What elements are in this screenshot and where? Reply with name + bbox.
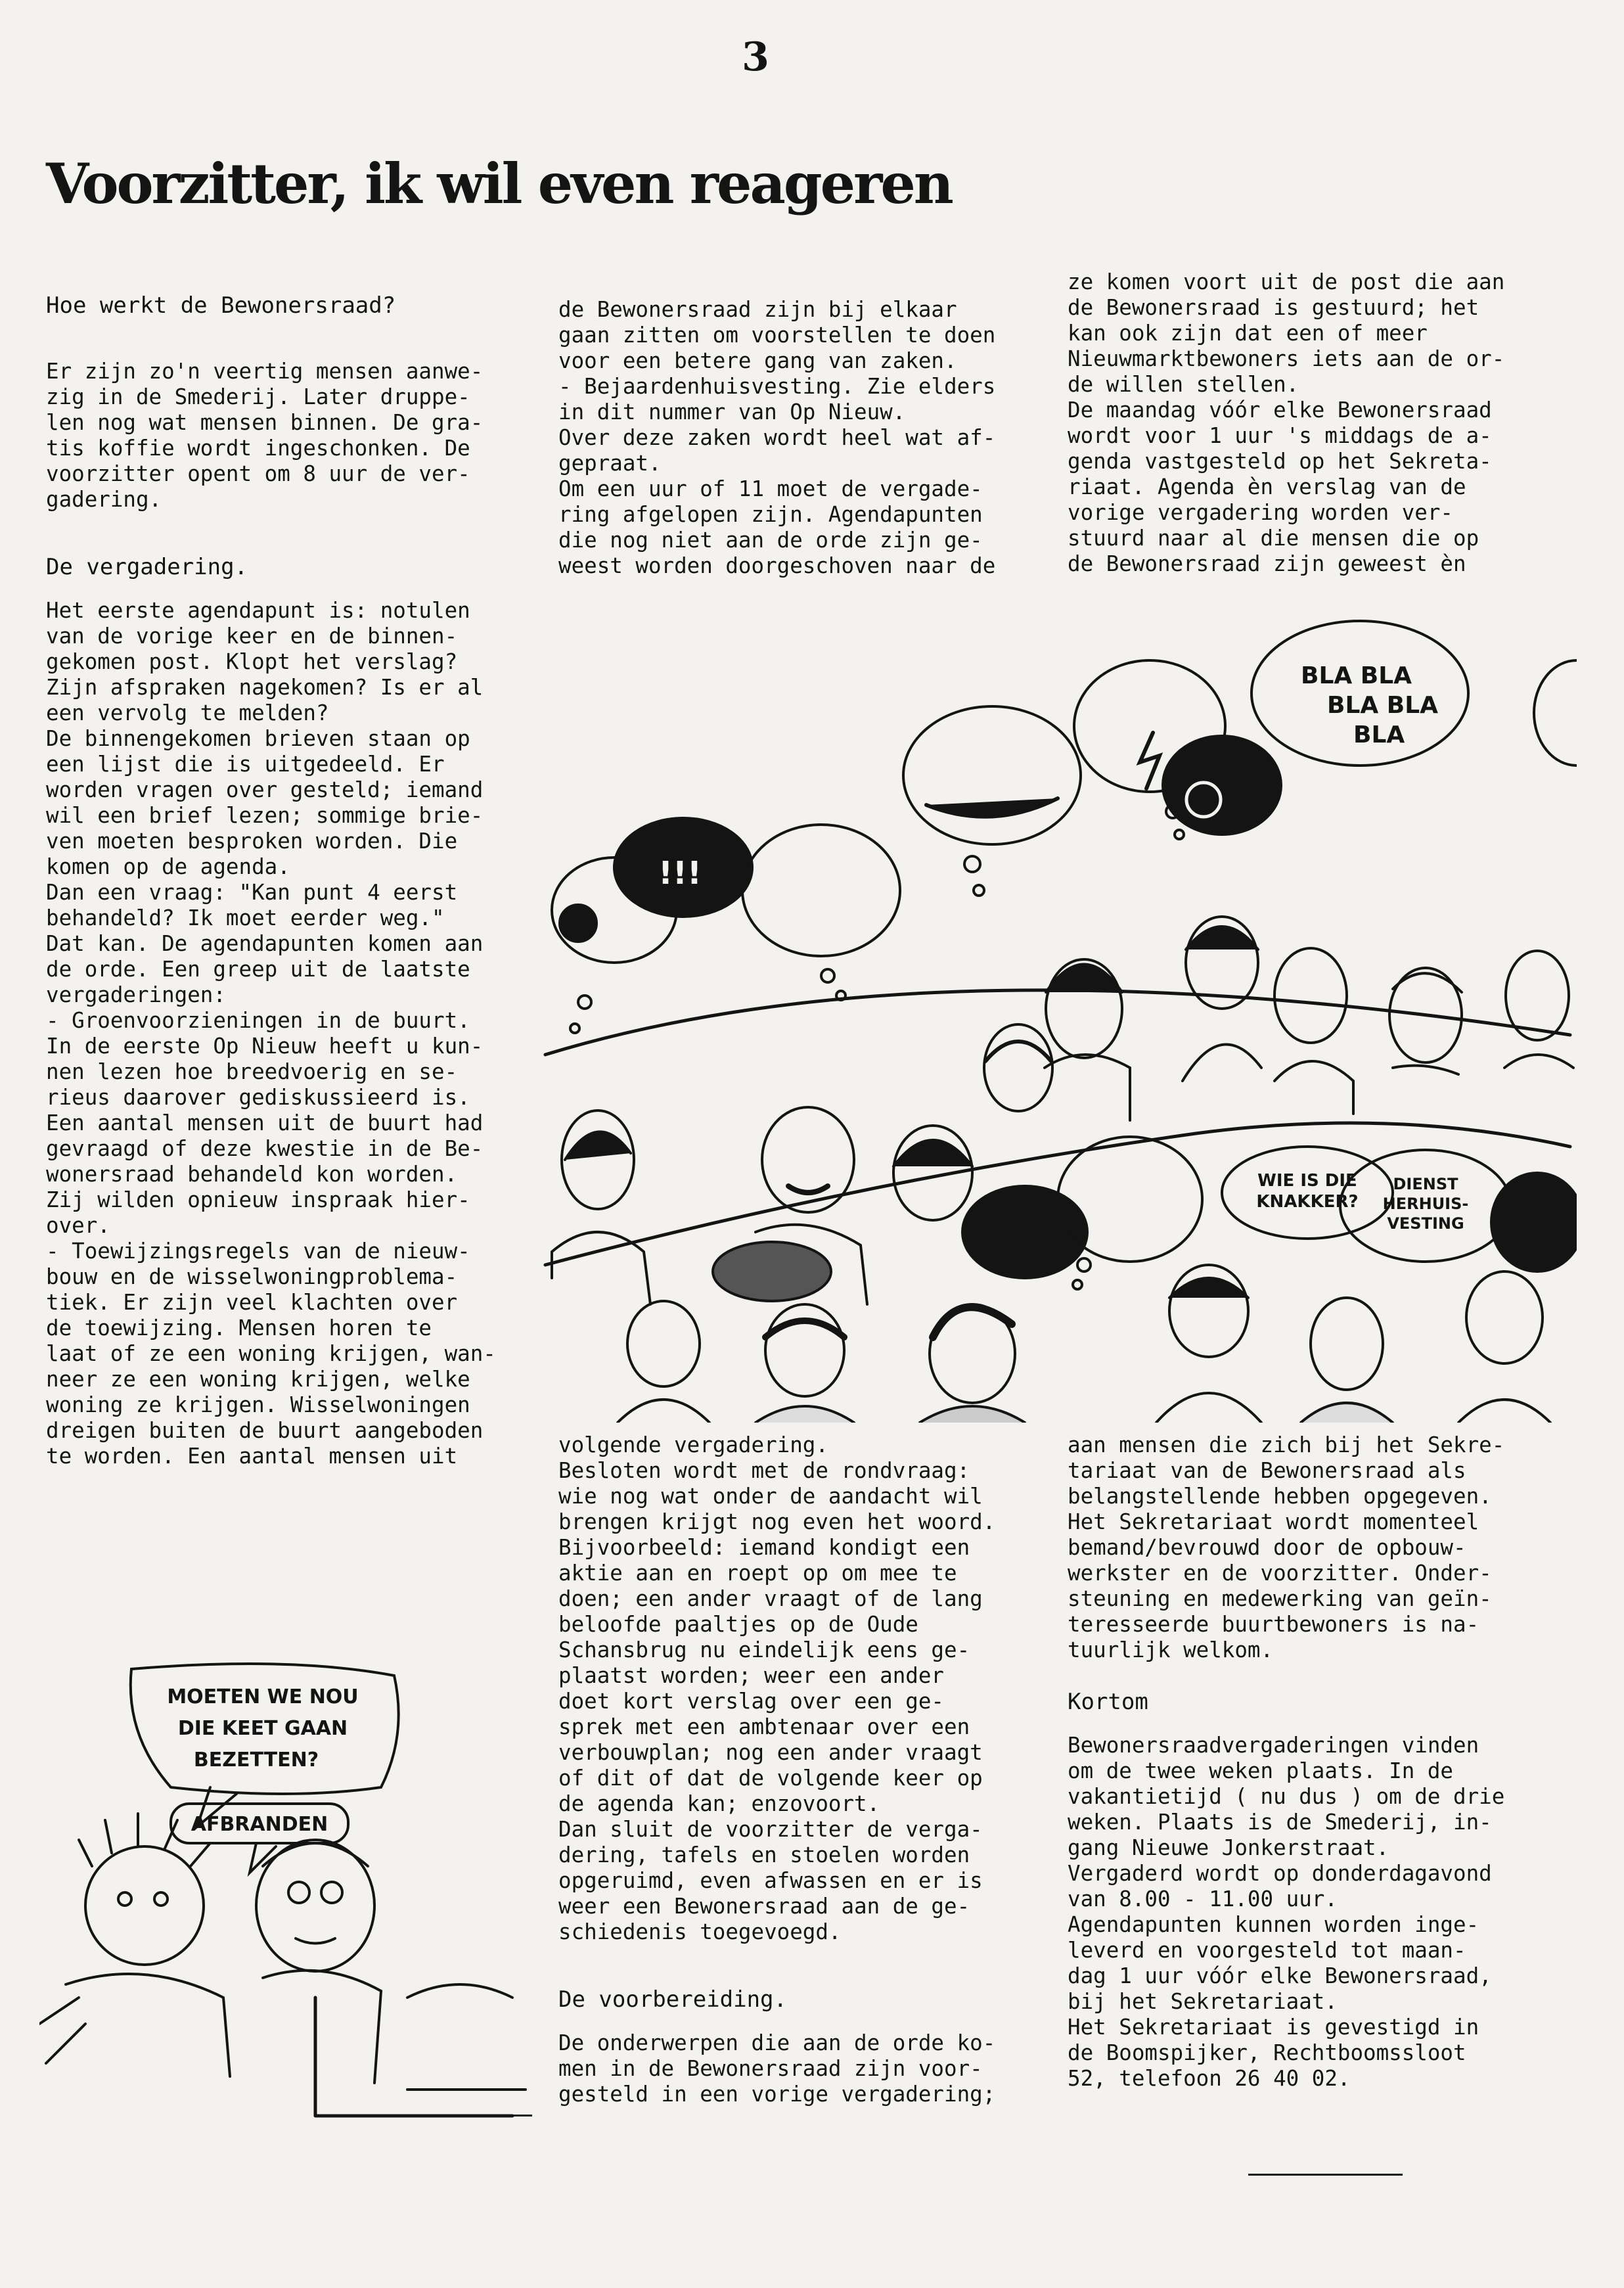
text-line: worden vragen over gesteld; iemand [46,777,484,802]
text-line: - Groenvoorzieningen in de buurt. [46,1008,470,1033]
text-line: komen op de agenda. [46,854,290,879]
text-line: voorzitter opent om 8 uur de ver- [46,461,470,486]
text-line: bemand/bevrouwd door de opbouw- [1068,1535,1466,1560]
squat-line-2: DIE KEET GAAN [177,1717,348,1740]
text-line: neer ze een woning krijgen, welke [46,1367,470,1392]
text-line: Bijvoorbeeld: iemand kondigt een [558,1535,970,1560]
vergadering-paragraph [46,598,532,1469]
text-line: werkster en de voorzitter. Onder- [1068,1561,1492,1586]
spacer [46,513,532,551]
text-line: De onderwerpen die aan de orde ko- [558,2030,996,2055]
text-line: tuurlijk welkom. [1068,1637,1274,1662]
section-heading-kortom: Kortom [1068,1689,1148,1715]
text-line: De maandag vóór elke Bewonersraad [1068,398,1492,423]
text-line: doet kort verslag over een ge- [558,1689,944,1714]
text-line: Over deze zaken wordt heel wat af- [558,425,996,450]
text-line: Dat kan. De agendapunten komen aan [46,931,484,956]
text-line: gekomen post. Klopt het verslag? [46,649,458,674]
wie-line-2: KNAKKER? [1256,1192,1359,1212]
dienst-line-1: DIENST [1393,1175,1458,1193]
text-line: men in de Bewonersraad zijn voor- [558,2056,983,2081]
text-line: de Bewonersraad zijn bij elkaar [558,297,957,322]
text-line: weest worden doorgeschoven naar de [558,553,996,578]
text-line: bij het Sekretariaat. [1068,1989,1338,2014]
text-line: Een aantal mensen uit de buurt had [46,1110,484,1135]
text-line: de Bewonersraad is gestuurd; het [1068,295,1479,320]
text-line: gesteld in een vorige vergadering; [558,2082,996,2107]
text-line: Besloten wordt met de rondvraag: [558,1458,970,1483]
text-line: de agenda kan; enzovoort. [558,1791,880,1816]
text-line: een lijst die is uitgedeeld. Er [46,752,445,777]
text-line: volgende vergadering. [558,1432,828,1457]
bla-line-1: BLA BLA [1301,662,1412,689]
text-line: ven moeten besproken worden. Die [46,829,458,854]
section-heading-voorbereiding: De voorbereiding. [558,1986,787,2013]
text-line: gang Nieuwe Jonkerstraat. [1068,1835,1389,1860]
spacer [46,336,532,359]
meeting-cartoon-illustration [539,608,1577,1423]
text-line: brengen krijgt nog even het woord. [558,1509,996,1534]
section-heading-hoe-werkt: Hoe werkt de Bewonersraad? [46,292,396,319]
text-line: zig in de Smederij. Later druppe- [46,384,470,409]
text-line: Het Sekretariaat wordt momenteel [1068,1509,1479,1534]
text-line: behandeld? Ik moet eerder weg." [46,905,445,930]
text-line: wil een brief lezen; sommige brie- [46,803,484,828]
text-line: Zijn afspraken nagekomen? Is er al [46,675,484,700]
text-line: riaat. Agenda èn verslag van de [1068,474,1466,499]
page-number: 3 [742,34,769,80]
text-line: te worden. Een aantal mensen uit [46,1444,458,1469]
spacer [1068,1663,1580,1685]
column-end-rule-3 [1248,2174,1403,2176]
kortom-paragraph [1068,1733,1580,2092]
text-line: laat of ze een woning krijgen, wan- [46,1341,496,1366]
text-line: Dan een vraag: "Kan punt 4 eerst [46,880,458,905]
text-line: over. [46,1213,110,1238]
text-line: de Bewonersraad zijn geweest èn [1068,551,1466,576]
text-line: stuurd naar al die mensen die op [1068,526,1479,551]
text-line: aan mensen die zich bij het Sekre- [1068,1432,1505,1457]
column-end-rule-1 [453,2115,532,2116]
text-line: gaan zitten om voorstellen te doen [558,323,996,348]
text-line: de toewijzing. Mensen horen te [46,1316,432,1340]
bla-line-2: BLA BLA [1327,692,1439,719]
text-line: Bewonersraadvergaderingen vinden [1068,1733,1479,1758]
exclaim-bubble-text: !!! [658,855,702,892]
text-line: van 8.00 - 11.00 uur. [1068,1887,1338,1911]
text-line: Vergaderd wordt op donderdagavond [1068,1861,1492,1886]
text-line: kan ook zijn dat een of meer [1068,321,1428,346]
text-line: vorige vergadering worden ver- [1068,500,1453,525]
text-line: 52, telefoon 26 40 02. [1068,2066,1351,2091]
text-line: rieus daarover gediskussieerd is. [46,1085,470,1110]
text-line: vergaderingen: [46,982,226,1007]
text-line: ring afgelopen zijn. Agendapunten [558,502,983,527]
text-line: opgeruimd, even afwassen en er is [558,1868,983,1893]
section-heading-vergadering: De vergadering. [46,554,248,580]
text-line: ze komen voort uit de post die aan [1068,269,1505,294]
text-line: Nieuwmarktbewoners iets aan de or- [1068,346,1505,371]
text-line: wonersraad behandeld kon worden. [46,1162,458,1187]
text-line: Agendapunten kunnen worden inge- [1068,1912,1479,1937]
text-line: genda vastgesteld op het Sekreta- [1068,449,1492,474]
text-line: de willen stellen. [1068,372,1299,397]
text-line: sprek met een ambtenaar over een [558,1714,970,1739]
article-headline: Voorzitter, ik wil even reageren [46,151,952,216]
text-line: Er zijn zo'n veertig mensen aanwe- [46,359,484,384]
text-line: Om een uur of 11 moet de vergade- [558,476,983,501]
text-line: voor een betere gang van zaken. [558,348,957,373]
text-line: belangstellende hebben opgegeven. [1068,1484,1492,1509]
text-line: plaatst worden; weer een ander [558,1663,944,1688]
text-line: dering, tafels en stoelen worden [558,1842,970,1867]
text-line: gepraat. [558,451,662,476]
text-line: bouw en de wisselwoningproblema- [46,1264,458,1289]
text-line: beloofde paaltjes op de Oude [558,1612,918,1637]
text-line: vakantietijd ( nu dus ) om de drie [1068,1784,1505,1809]
text-line: teresseerde buurtbewoners is na- [1068,1612,1479,1637]
column-1 [46,289,532,1469]
column-3-top [1068,269,1580,577]
text-line: tariaat van de Bewonersraad als [1068,1458,1466,1483]
text-line: wie nog wat onder de aandacht wil [558,1484,983,1509]
intro-paragraph [46,359,532,513]
spacer [558,1945,1045,1983]
text-line: wordt voor 1 uur 's middags de a- [1068,423,1492,448]
text-line: Schansbrug nu eindelijk eens ge- [558,1637,970,1662]
text-line: nen lezen hoe breedvoerig en se- [46,1059,458,1084]
text-line: die nog niet aan de orde zijn ge- [558,528,983,553]
text-line: len nog wat mensen binnen. De gra- [46,410,484,435]
rondvraag-paragraph [558,1432,1045,1945]
text-line: Het Sekretariaat is gevestigd in [1068,2015,1479,2040]
text-line: gevraagd of deze kwestie in de Be- [46,1136,484,1161]
column-2-bottom [558,1432,1045,2107]
dienst-line-3: VESTING [1387,1214,1464,1233]
column-2-top [558,297,1045,579]
text-line: een vervolg te melden? [46,700,329,725]
text-line: Zij wilden opnieuw inspraak hier- [46,1187,470,1212]
text-line: om de twee weken plaats. In de [1068,1758,1453,1783]
text-line: steuning en medewerking van geïn- [1068,1586,1492,1611]
text-line: weer een Bewonersraad aan de ge- [558,1894,970,1919]
text-line: tiek. Er zijn veel klachten over [46,1290,458,1315]
column-3-bottom [1068,1432,1580,2092]
squat-line-3: BEZETTEN? [193,1749,319,1772]
text-line: tis koffie wordt ingeschonken. De [46,436,470,461]
text-line: leverd en voorgesteld tot maan- [1068,1938,1466,1963]
text-line: dag 1 uur vóór elke Bewonersraad, [1068,1963,1492,1988]
afbranden-text: AFBRANDEN [191,1813,328,1836]
text-line: aktie aan en roept op om mee te [558,1561,957,1586]
sekretariaat-paragraph [1068,1432,1580,1663]
voorbereiding-paragraph [558,2030,1045,2107]
text-line: De binnengekomen brieven staan op [46,726,470,751]
squat-line-1: MOETEN WE NOU [167,1685,359,1708]
text-line: in dit nummer van Op Nieuw. [558,400,906,424]
text-line: doen; een ander vraagt of de lang [558,1586,983,1611]
text-line: schiedenis toegevoegd. [558,1919,842,1944]
text-line: de Boomspijker, Rechtboomssloot [1068,2040,1466,2065]
bla-line-3: BLA [1353,721,1405,748]
text-line: verbouwplan; nog een ander vraagt [558,1740,983,1765]
text-line: - Bejaardenhuisvesting. Zie elders [558,374,996,399]
text-line: woning ze krijgen. Wisselwoningen [46,1392,470,1417]
text-line: of dit of dat de volgende keer op [558,1766,983,1791]
dienst-line-2: HERHUIS- [1382,1195,1469,1213]
text-line: In de eerste Op Nieuw heeft u kun- [46,1034,484,1059]
text-line: Dan sluit de voorzitter de verga- [558,1817,983,1842]
wie-line-1: WIE IS DIE [1257,1171,1357,1191]
text-line: de orde. Een greep uit de laatste [46,957,470,982]
text-line: Het eerste agendapunt is: notulen [46,598,470,623]
text-line: weken. Plaats is de Smederij, in- [1068,1810,1492,1835]
text-line: van de vorige keer en de binnen- [46,624,458,649]
squatters-cartoon-illustration [39,1656,539,2155]
text-line: - Toewijzingsregels van de nieuw- [46,1239,470,1264]
text-line: gadering. [46,487,162,512]
text-line: dreigen buiten de buurt aangeboden [46,1418,484,1443]
